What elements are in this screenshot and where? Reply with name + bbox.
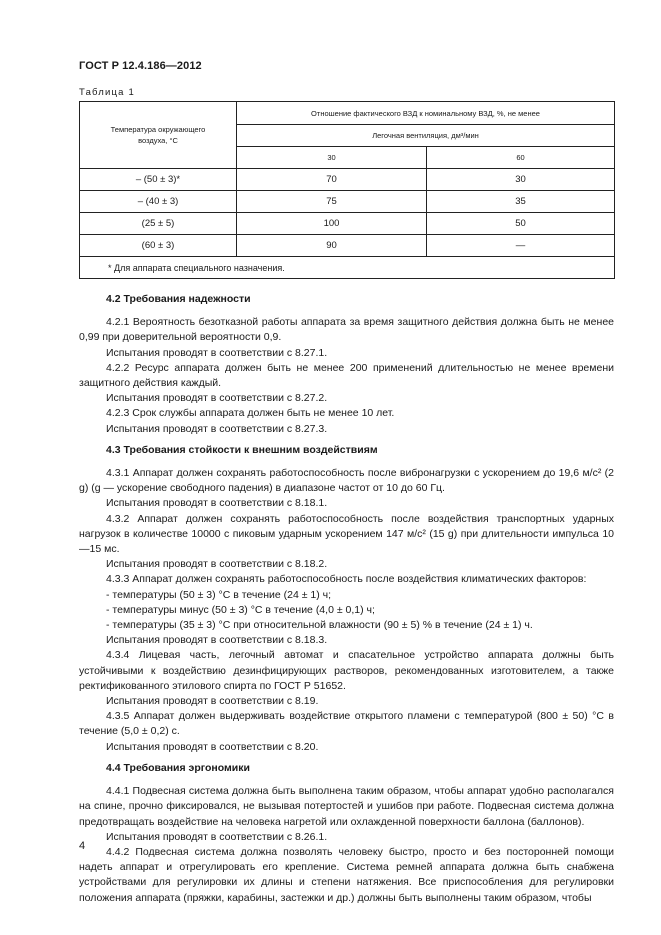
- list-item: - температуры минус (50 ± 3) °С в течение (4,0 ± 0,1) ч;: [106, 603, 375, 616]
- paragraph-4-3-2: 4.3.2 Аппарат должен сохранять работоспособность после воздействия транспортных ударных нагрузок в количестве 10000 с пиковым ударным ускорением 147 м/с² (15 g) при длительности импульса 10—15 мс.: [79, 512, 614, 556]
- test-reference: Испытания проводят в соответствии с 8.27.2.: [106, 392, 328, 405]
- vent-value-60: 60: [427, 147, 615, 169]
- test-reference: Испытания проводят в соответствии с 8.18.1.: [106, 497, 328, 510]
- paragraph-4-2-1: 4.2.1 Вероятность безотказной работы аппарата за время защитного действия должна быть не менее 0,99 при доверительной вероятности 0,9.: [79, 316, 614, 344]
- paragraph-4-4-2: 4.4.2 Подвесная система должна позволять человеку быстро, просто и без посторонней помощи надеть аппарат и отрегулировать его крепление. Система ремней аппарата должна быть снабжена устройствами для регулировки их длины и степени натяжения. Все приспособления для регулировки положения аппарата (пряжки, карабины, застежки и др.) должны быть выполнены таким образом, чтобы: [79, 845, 614, 904]
- cell-temp: (25 ± 5): [80, 213, 237, 235]
- col-header-ratio: Отношение фактического ВЗД к номинальному ВЗД, %, не менее: [237, 102, 615, 125]
- col-header-ventilation: Легочная вентиляция, дм³/мин: [237, 125, 615, 147]
- section-heading-reliability: 4.2 Требования надежности: [106, 293, 251, 305]
- paragraph-4-3-5: 4.3.5 Аппарат должен выдерживать воздействие открытого пламени с температурой (800 ± 50) °С в течение (5,0 ± 0,2) с.: [79, 710, 614, 738]
- cell-temp: – (50 ± 3)*: [80, 169, 237, 191]
- paragraph-4-2-3: 4.2.3 Срок службы аппарата должен быть не менее 10 лет.: [106, 407, 395, 420]
- cell-temp: – (40 ± 3): [80, 191, 237, 213]
- data-table: [79, 101, 615, 279]
- paragraph-4-3-1: 4.3.1 Аппарат должен сохранять работоспособность после вибронагрузки с ускорением до 19,6 м/с² (2 g) (g — ускорение свободного падения) в диапазоне частот от 10 до 60 Гц.: [79, 467, 614, 495]
- table-footnote: * Для аппарата специального назначения.: [80, 257, 615, 279]
- paragraph-4-2-2: 4.2.2 Ресурс аппарата должен быть не менее 200 применений длительностью не менее времени защитного действия каждый.: [79, 361, 614, 390]
- page-number: 4: [79, 840, 86, 852]
- list-item: - температуры (35 ± 3) °С при относительной влажности (90 ± 5) % в течение (24 ± 1) ч.: [106, 619, 533, 632]
- cell-v60: 35: [427, 191, 615, 213]
- document-header: ГОСТ Р 12.4.186—2012: [79, 60, 202, 72]
- table-caption: Таблица 1: [79, 87, 135, 98]
- table-row: [80, 235, 615, 257]
- test-reference: Испытания проводят в соответствии с 8.27.1.: [106, 346, 328, 359]
- cell-temp: (60 ± 3): [80, 235, 237, 257]
- section-heading-ergonomics: 4.4 Требования эргономики: [106, 761, 250, 774]
- paragraph-4-3-4: 4.3.4 Лицевая часть, легочный автомат и спасательное устройство аппарата должны быть устойчивыми к воздействию дезинфицирующих растворов, рекомендованных изготовителем, а также ректификованного этилового спирта по ГОСТ Р 51652.: [79, 649, 614, 692]
- test-reference: Испытания проводят в соответствии с 8.19.: [106, 695, 319, 708]
- list-item: - температуры (50 ± 3) °С в течение (24 ± 1) ч;: [106, 588, 332, 601]
- table-row: [80, 169, 615, 191]
- cell-v60: —: [427, 235, 615, 257]
- paragraph-4-4-1: 4.4.1 Подвесная система должна быть выполнена таким образом, чтобы аппарат удобно располагался на спине, прочно фиксировался, не вызывая потертостей и ушибов при работе. Подвесная система должна предотвращать воздействие на человека нагретой или охлажденной поверхности баллона (баллонов).: [79, 785, 614, 828]
- cell-v30: 75: [237, 191, 427, 213]
- table-row: [80, 213, 615, 235]
- cell-v30: 100: [237, 213, 427, 235]
- cell-v30: 70: [237, 169, 427, 191]
- section-heading-resistance: 4.3 Требования стойкости к внешним воздействиям: [106, 443, 378, 456]
- test-reference: Испытания проводят в соответствии с 8.20.: [106, 740, 319, 753]
- test-reference: Испытания проводят в соответствии с 8.18.3.: [106, 634, 328, 647]
- document-body: [79, 292, 614, 906]
- test-reference: Испытания проводят в соответствии с 8.18.2.: [106, 558, 328, 571]
- test-reference: Испытания проводят в соответствии с 8.27.3.: [106, 422, 328, 435]
- cell-v30: 90: [237, 235, 427, 257]
- col-header-temperature: Температура окружающего воздуха, °С: [80, 102, 237, 169]
- test-reference: Испытания проводят в соответствии с 8.26.1.: [106, 830, 328, 843]
- table-row: [80, 191, 615, 213]
- cell-v60: 30: [427, 169, 615, 191]
- paragraph-4-3-3: 4.3.3 Аппарат должен сохранять работоспособность после воздействия климатических факторов:: [106, 573, 587, 586]
- vent-value-30: 30: [237, 147, 427, 169]
- cell-v60: 50: [427, 213, 615, 235]
